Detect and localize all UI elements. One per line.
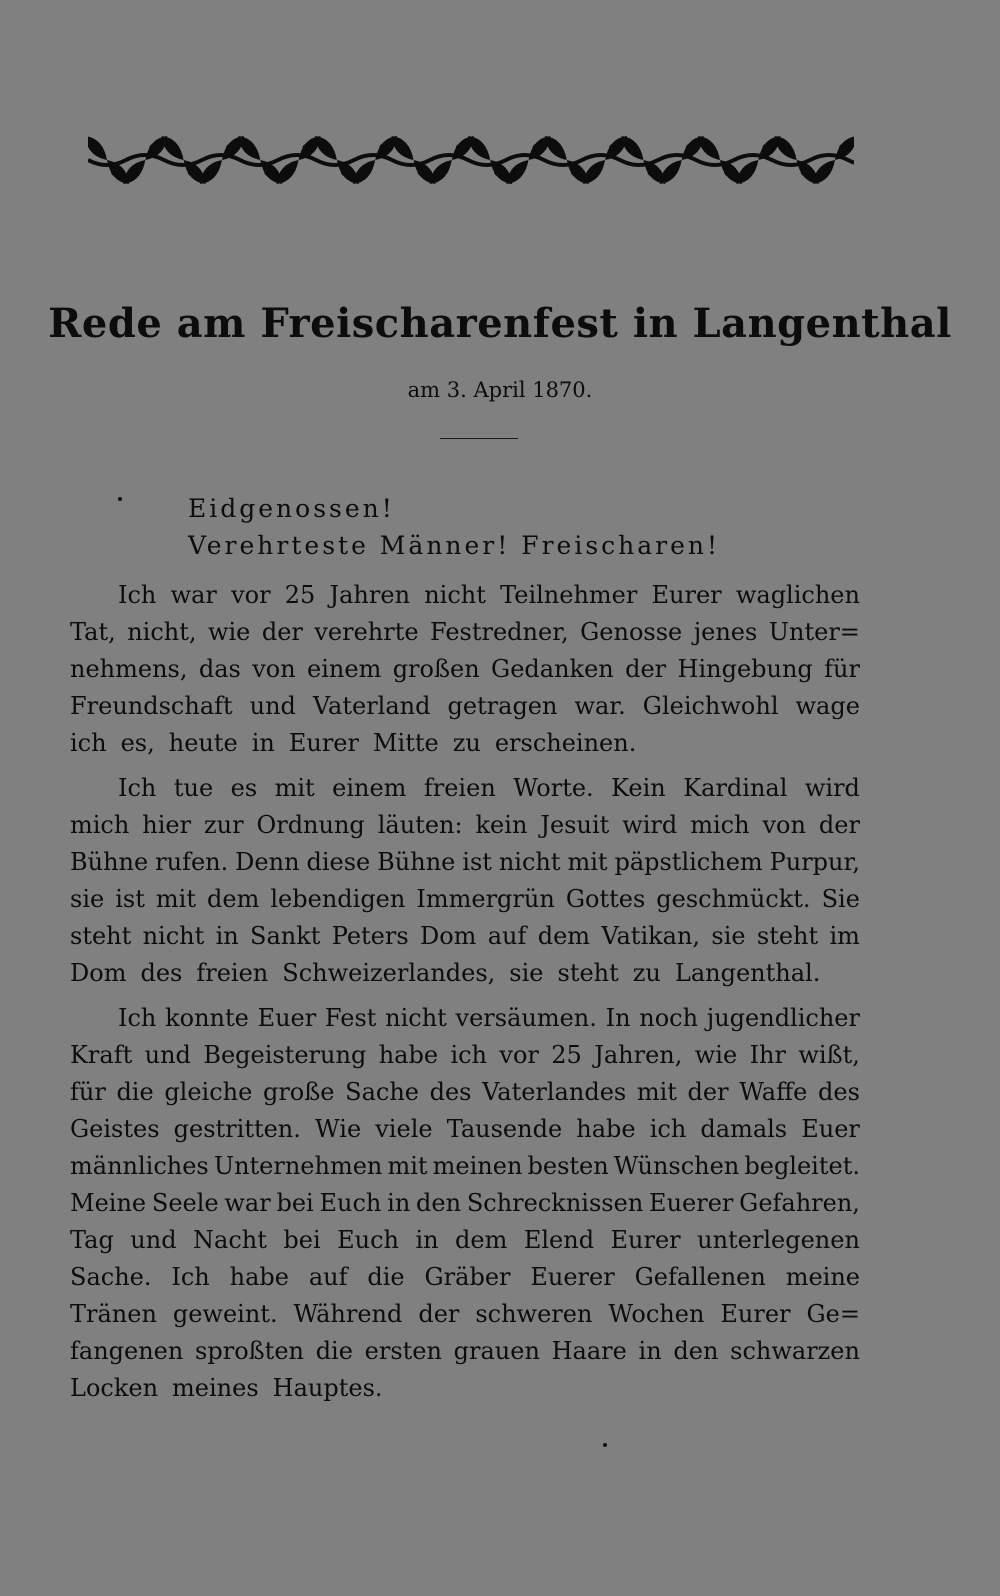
word: nicht [385,1004,447,1032]
word: freien [196,959,269,987]
word: kein [475,811,528,839]
text-line [70,688,860,725]
word: Eurer [720,1300,791,1328]
text-line [70,770,860,807]
word: Haare [551,1337,627,1365]
word: Eurer [610,1226,681,1254]
word: mich [690,811,750,839]
word: Euer [801,1115,860,1143]
leaf [660,160,682,184]
word: mit [155,885,196,913]
word: Euch [319,1189,382,1217]
word: hier [142,811,192,839]
word: sie [70,885,105,913]
word: wird [804,774,860,802]
word: und [130,1226,177,1254]
word: für [70,1078,106,1106]
leaf [698,136,720,160]
berry [801,168,809,176]
word: des [818,1078,860,1106]
word: schweren [475,1300,593,1328]
word: rufen. [155,848,229,876]
word: Jesuit [540,811,610,839]
word: meine [785,1263,860,1291]
word: Mitte [372,729,439,757]
word: gleiche [164,1078,253,1106]
word: Nacht [193,1226,267,1254]
leaf [545,136,567,160]
word: steht [70,922,132,950]
word: gestritten. [173,1115,301,1143]
text-line [70,807,860,844]
word: des [140,959,183,987]
leaf [621,136,643,160]
word: vor [231,581,271,609]
word: Vaterlandes [482,1078,627,1106]
word: Während [293,1300,403,1328]
berry [264,168,272,176]
word: Ich [118,1004,157,1032]
leaf [353,160,375,184]
word: vor [499,1041,539,1069]
word: ersten [364,1337,442,1365]
word: 25 [284,581,316,609]
word: steht [756,922,819,950]
text-line [70,725,860,762]
word: Begeisterung [203,1041,367,1069]
word: Festredner, [430,618,569,646]
page-subtitle: am 3. April 1870. [407,378,593,402]
text-line [70,614,860,651]
word: habe [229,1263,289,1291]
word: jugendlicher [706,1004,860,1032]
berry [418,168,426,176]
word: in [387,1189,411,1217]
word: meinen [432,1152,523,1180]
text-line [70,1296,860,1333]
vine-border-graphic [88,128,854,192]
berry [571,168,579,176]
leaf [430,160,452,184]
text-line [70,1000,860,1037]
berry [609,144,617,152]
word: Wie [315,1115,362,1143]
word: Tränen [70,1300,157,1328]
word: war [224,1189,271,1217]
vine-stem [88,155,854,165]
text-line [70,1111,860,1148]
word: im [829,922,860,950]
word: konnte [165,1004,249,1032]
word: Wünschen [613,1152,740,1180]
word: Seele [151,1189,219,1217]
word: zu [632,959,661,987]
word: noch [639,1004,699,1032]
text-line [70,1037,860,1074]
word: nicht [142,922,205,950]
word: fangenen [70,1337,184,1365]
word: Kein [611,774,666,802]
word: Gleichwohl [642,692,779,720]
word: Schweizerlandes, [282,959,496,987]
word: und [144,1041,191,1069]
word: zu [452,729,481,757]
word: Teilnehmer [500,581,638,609]
vine-ornament-icon [88,128,854,192]
word: den [416,1189,462,1217]
paragraph [70,770,860,992]
word: von [252,655,296,683]
word: tue [173,774,214,802]
word: den [673,1337,719,1365]
word: Gottes [565,885,646,913]
word: und [249,692,296,720]
word: nehmens, [70,655,188,683]
berry [303,144,311,152]
word: für [824,655,860,683]
word: bei [276,1189,314,1217]
berry [226,144,234,152]
word: Freundschaft [70,692,233,720]
text-line [70,1370,860,1407]
word: mit [274,774,315,802]
word: wie [207,618,251,646]
word: viele [375,1115,433,1143]
word: in [251,729,275,757]
word: Sie [821,885,860,913]
word: Ich [118,774,157,802]
word: große [262,1078,335,1106]
word: Vaterland [312,692,431,720]
word: bei [283,1226,321,1254]
leaf [123,160,145,184]
leaf [506,160,528,184]
word: verehrte [314,618,419,646]
word: versäumen. [455,1004,597,1032]
word: Tag [70,1226,114,1254]
word: Euch [337,1226,399,1254]
word: Ich [118,581,157,609]
word: zur [204,811,244,839]
word: dem [537,922,591,950]
word: Dom [419,922,477,950]
word: Hauptes. [272,1374,383,1402]
word: Ihr [749,1041,786,1069]
text-line [70,881,860,918]
berry [532,144,540,152]
word: mit [636,1078,677,1106]
word: Kardinal [683,774,788,802]
word: schwarzen [730,1337,860,1365]
paragraph [70,1000,860,1407]
word: Kraft [70,1041,133,1069]
word: Hingebung [677,655,813,683]
word: habe [576,1115,636,1143]
salutation-line: Verehrteste Männer! Freischaren! [188,531,721,560]
word: einem [307,655,382,683]
word: nicht, [127,618,197,646]
word: großen [392,655,480,683]
word: nicht [498,848,561,876]
salutation-line: Eidgenossen! [188,494,395,523]
leaf [238,136,260,160]
leaf [468,136,490,160]
word: Fest [324,1004,377,1032]
word: Sankt [250,922,321,950]
text-line [70,577,860,614]
word: Wochen [608,1300,705,1328]
word: Ge= [806,1300,860,1328]
word: Geistes [70,1115,160,1143]
berry [188,168,196,176]
title-divider [440,438,518,439]
word: damals [700,1115,788,1143]
word: der [625,655,667,683]
text-line [70,844,860,881]
word: päpstlichem [614,848,763,876]
berry [456,144,464,152]
print-speck [603,1443,607,1447]
word: Gefallenen [634,1263,766,1291]
word: es [230,774,258,802]
berry [111,168,119,176]
word: wie [694,1041,738,1069]
word: erscheinen. [494,729,637,757]
word: sie [711,922,746,950]
leaf [162,136,184,160]
word: der [687,1078,729,1106]
word: Purpur, [769,848,860,876]
text-line [70,651,860,688]
word: geweint. [172,1300,278,1328]
word: der [261,618,303,646]
word: getragen [447,692,558,720]
word: Jahren, [594,1041,683,1069]
berry [341,168,349,176]
word: Sache [345,1078,419,1106]
word: das [198,655,241,683]
word: jenes [693,618,758,646]
text-line [70,955,860,992]
word: die [367,1263,405,1291]
word: steht [557,959,619,987]
word: war [170,581,217,609]
word: Tausende [446,1115,563,1143]
word: Euer [257,1004,317,1032]
text-line [70,1074,860,1111]
word: Denn [235,848,300,876]
word: Ordnung [256,811,365,839]
word: es, [120,729,155,757]
word: die [116,1078,154,1106]
word: Immergrün [416,885,555,913]
word: von [762,811,806,839]
word: mit [567,848,608,876]
berry [647,168,655,176]
print-speck [118,497,122,501]
page-title: Rede am Freischarenfest in Langenthal [48,300,952,347]
leaf [88,136,107,160]
word: in [215,922,239,950]
word: Eurer [288,729,359,757]
text-line [70,1333,860,1370]
berry [149,144,157,152]
word: Langenthal. [674,959,821,987]
word: Euerer [649,1189,734,1217]
word: waglichen [735,581,860,609]
word: ich [649,1115,687,1143]
leaf [315,136,337,160]
word: begleitet. [744,1152,860,1180]
leaf [277,160,299,184]
word: Elend [523,1226,595,1254]
paragraph [70,577,860,762]
word: in [638,1337,662,1365]
text-line [70,918,860,955]
word: Bühne [70,848,149,876]
salutation [188,490,720,564]
word: wage [795,692,860,720]
word: mit [387,1152,428,1180]
word: Vatikan, [601,922,701,950]
word: lebendigen [270,885,406,913]
word: dem [455,1226,508,1254]
word: Worte. [513,774,594,802]
word: auf [487,922,527,950]
word: Euerer [530,1263,615,1291]
text-line [70,1259,860,1296]
word: ist [115,885,145,913]
word: ich [450,1041,488,1069]
berry [494,168,502,176]
word: habe [378,1041,439,1069]
berry [686,144,694,152]
word: der [818,811,860,839]
word: war. [574,692,626,720]
word: Bühne [377,848,456,876]
word: sie [509,959,544,987]
text-line [70,1148,860,1185]
word: Ich [171,1263,210,1291]
text-line [70,1185,860,1222]
berry [724,168,732,176]
leaf [583,160,605,184]
word: 25 [551,1041,582,1069]
word: Sache. [70,1263,152,1291]
word: mich [70,811,130,839]
word: grauen [453,1337,540,1365]
word: diese [306,848,371,876]
leaf [736,160,758,184]
word: einem [332,774,407,802]
word: meines [172,1374,259,1402]
word: Unternehmen [213,1152,383,1180]
word: in [415,1226,439,1254]
word: wird [622,811,678,839]
word: Meine [70,1189,147,1217]
leaf [200,160,222,184]
word: der [418,1300,460,1328]
word: Gedanken [491,655,614,683]
speech-body [70,577,860,1407]
leaf [813,160,835,184]
word: die [315,1337,353,1365]
word: sproßten [195,1337,304,1365]
word: Gefahren, [739,1189,860,1217]
word: ich [70,729,107,757]
word: besten [527,1152,609,1180]
word: Jahren [329,581,411,609]
word: männliches [70,1152,209,1180]
word: unterlegenen [697,1226,860,1254]
word: dem [207,885,260,913]
word: auf [308,1263,348,1291]
leaf [775,136,797,160]
word: Genosse [580,618,683,646]
word: wißt, [798,1041,860,1069]
word: Dom [70,959,127,987]
word: läuten: [377,811,463,839]
word: heute [168,729,238,757]
word: des [429,1078,472,1106]
word: Peters [331,922,409,950]
word: Locken [70,1374,159,1402]
word: nicht [424,581,486,609]
word: Waffe [739,1078,808,1106]
word: Eurer [651,581,722,609]
berry [379,144,387,152]
word: In [605,1004,631,1032]
word: Unter= [768,618,860,646]
word: Gräber [424,1263,511,1291]
word: freien [423,774,496,802]
word: ist [462,848,492,876]
word: geschmückt. [656,885,811,913]
word: Schrecknissen [466,1189,644,1217]
text-line [70,1222,860,1259]
leaf [392,136,414,160]
berry [839,144,847,152]
word: Tat, [70,618,116,646]
berry [762,144,770,152]
